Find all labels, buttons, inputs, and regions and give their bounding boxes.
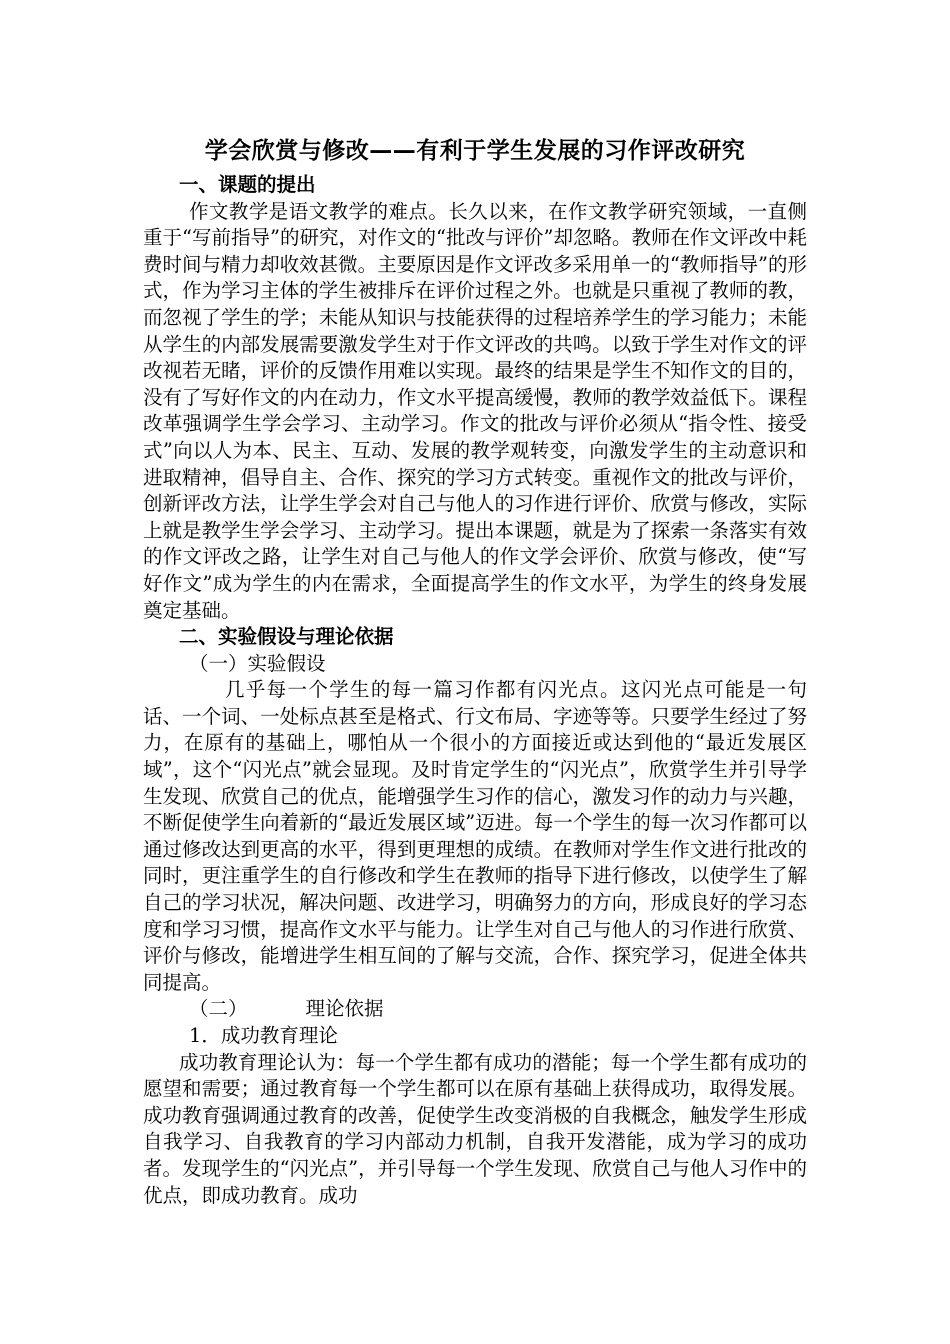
subsection-1-paragraph: 几乎每一个学生的每一篇习作都有闪光点。这闪光点可能是一句话、一个词、一处标点甚至是格式、行文布局、字迹等等。只要学生经过了努力，在原有的基础上，哪怕从一个很小的方面接近或达到他的“最近发展区域”，这个“闪光点”就会显现。及时肯定学生的“闪光点”，欣赏学生并引导学生发现、欣赏自己的优点，能增强学生习作的信心，激发习作的动力与兴趣，不断促使学生向着新的“最近发展区域”迈进。每一个学生的每一次习作都可以通过修改达到更高的水平，得到更理想的成绩。在教师对学生作文进行批改的同时，更注重学生的自行修改和学生在教师的指导下进行修改，以使学生了解自己的学习状况，解决问题、改进学习，明确努力的方向，形成良好的学习态度和学习习惯，提高作文水平与能力。让学生对自己与他人的习作进行欣赏、评价与修改，能增进学生相互间的了解与交流，合作、探究学习，促进全体共同提高。: [143, 678, 807, 994]
subsection-1-heading: （一）实验假设: [189, 651, 326, 675]
section-2-heading: 二、实验假设与理论依据: [179, 625, 394, 649]
document-body: [143, 172, 807, 1209]
section-1-paragraph: 作文教学是语文教学的难点。长久以来，在作文教学研究领域，一直侧重于“写前指导”的研究，对作文的“批改与评价”却忽略。教师在作文评改中耗费时间与精力却收效甚微。主要原因是作文评改多采用单一的“教师指导”的形式，作为学习主体的学生被排斥在评价过程之外。也就是只重视了教师的教，而忽视了学生的学；未能从知识与技能获得的过程培养学生的学习能力；未能从学生的内部发展需要激发学生对于作文评改的共鸣。以致于学生对作文的评改视若无睹，评价的反馈作用难以实现。最终的结果是学生不知作文的目的，没有了写好作文的内在动力，作文水平提高缓慢，教师的教学效益低下。课程改革强调学生学会学习、主动学习。作文的批改与评价必须从“指令性、接受式”向以人为本、民主、互动、发展的教学观转变，向激发学生的主动意识和进取精神，倡导自主、合作、探究的学习方式转变。重视作文的批改与评价，创新评改方法，让学生学会对自己与他人的习作进行评价、欣赏与修改，实际上就是教学生学会学习、主动学习。提出本课题，就是为了探索一条落实有效的作文评改之路，让学生对自己与他人的作文学会评价、欣赏与修改，使“写好作文”成为学生的内在需求，全面提高学生的作文水平，为学生的终身发展奠定基础。: [143, 199, 807, 622]
item-1-paragraph: 成功教育理论认为：每一个学生都有成功的潜能；每一个学生都有成功的愿望和需要；通过教育每一个学生都可以在原有基础上获得成功，取得发展。成功教育强调通过教育的改善，促使学生改变消极的自我概念，触发学生形成自我学习、自我教育的学习内部动力机制，自我开发潜能，成为学习的成功者。发现学生的“闪光点”，并引导每一个学生发现、欣赏自己与他人习作中的优点，即成功教育。成功: [143, 1050, 807, 1207]
item-1-heading: 1．成功教育理论: [189, 1024, 338, 1047]
subsection-2-label: 理论依据: [305, 997, 384, 1021]
subsection-2-heading: [143, 996, 807, 1023]
subsection-2-number: （二）: [189, 997, 248, 1021]
document-title: 学会欣赏与修改——有利于学生发展的习作评改研究: [204, 138, 746, 164]
section-1-heading: 一、课题的提出: [179, 173, 316, 196]
